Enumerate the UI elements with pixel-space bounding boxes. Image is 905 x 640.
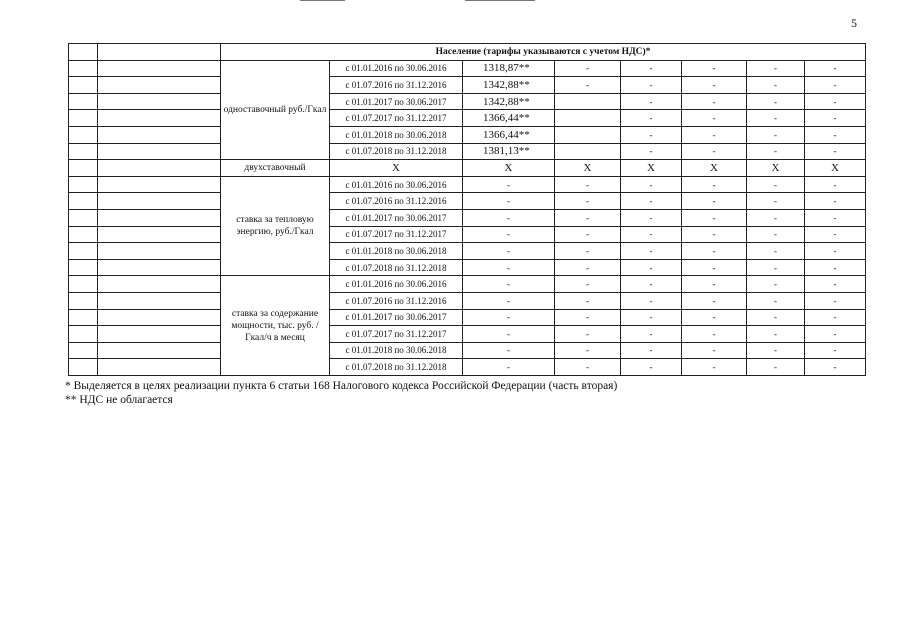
dash-cell: -	[682, 143, 747, 160]
dash-cell: -	[747, 77, 805, 94]
period-cell: с 01.07.2018 по 31.12.2018	[330, 259, 463, 276]
empty-cell	[98, 126, 221, 143]
table-row	[69, 276, 866, 293]
x-cell: Х	[621, 160, 682, 177]
table-row	[69, 143, 866, 160]
dash-cell: -	[747, 326, 805, 343]
period-cell: с 01.01.2016 по 30.06.2016	[330, 60, 463, 77]
empty-cell	[98, 77, 221, 94]
empty-cell	[555, 93, 621, 110]
dash-cell: -	[463, 276, 555, 293]
empty-cell	[98, 143, 221, 160]
dash-cell: -	[805, 243, 866, 260]
x-cell: Х	[805, 160, 866, 177]
table-row	[69, 243, 866, 260]
dash-cell: -	[747, 143, 805, 160]
dash-cell: -	[555, 309, 621, 326]
dash-cell: -	[805, 93, 866, 110]
table-row	[69, 259, 866, 276]
tariff-table	[68, 43, 866, 376]
dash-cell: -	[682, 259, 747, 276]
dash-cell: -	[555, 193, 621, 210]
dash-cell: -	[682, 209, 747, 226]
dash-cell: -	[463, 309, 555, 326]
dash-cell: -	[621, 176, 682, 193]
dash-cell: -	[682, 193, 747, 210]
empty-cell	[69, 326, 98, 343]
empty-cell	[98, 326, 221, 343]
x-cell: Х	[330, 160, 463, 177]
empty-cell	[69, 359, 98, 376]
empty-cell	[98, 292, 221, 309]
one-rate-label: одноставочный руб./Гкал	[221, 60, 330, 160]
dash-cell: -	[621, 60, 682, 77]
dash-cell: -	[805, 359, 866, 376]
dash-cell: -	[463, 359, 555, 376]
dash-cell: -	[682, 77, 747, 94]
dash-cell: -	[747, 276, 805, 293]
dash-cell: -	[555, 77, 621, 94]
section-header: Население (тарифы указываются с учетом НДС)*	[221, 44, 866, 61]
table-body	[69, 44, 866, 376]
table-row	[69, 110, 866, 127]
dash-cell: -	[747, 243, 805, 260]
period-cell: с 01.01.2018 по 30.06.2018	[330, 126, 463, 143]
dash-cell: -	[555, 342, 621, 359]
empty-cell	[98, 359, 221, 376]
dash-cell: -	[747, 193, 805, 210]
dash-cell: -	[805, 126, 866, 143]
empty-cell	[69, 209, 98, 226]
tariff-value: 1366,44**	[463, 126, 555, 143]
dash-cell: -	[621, 193, 682, 210]
empty-cell	[98, 243, 221, 260]
empty-cell	[98, 44, 221, 61]
dash-cell: -	[747, 126, 805, 143]
dash-cell: -	[747, 209, 805, 226]
dash-cell: -	[805, 77, 866, 94]
dash-cell: -	[682, 292, 747, 309]
dash-cell: -	[747, 110, 805, 127]
period-cell: с 01.07.2018 по 31.12.2018	[330, 143, 463, 160]
dash-cell: -	[805, 326, 866, 343]
tariff-value: 1342,88**	[463, 93, 555, 110]
period-cell: с 01.07.2017 по 31.12.2017	[330, 226, 463, 243]
dash-cell: -	[682, 326, 747, 343]
period-cell: с 01.07.2017 по 31.12.2017	[330, 110, 463, 127]
tariff-value: 1342,88**	[463, 77, 555, 94]
empty-cell	[69, 77, 98, 94]
dash-cell: -	[555, 60, 621, 77]
dash-cell: -	[463, 209, 555, 226]
table-row	[69, 93, 866, 110]
dash-cell: -	[621, 359, 682, 376]
top-rule	[300, 0, 345, 1]
dash-cell: -	[621, 77, 682, 94]
dash-cell: -	[555, 326, 621, 343]
table-row	[69, 176, 866, 193]
empty-cell	[69, 309, 98, 326]
empty-cell	[69, 259, 98, 276]
table-row	[69, 160, 866, 177]
dash-cell: -	[621, 243, 682, 260]
period-cell: с 01.07.2016 по 31.12.2016	[330, 193, 463, 210]
empty-cell	[69, 292, 98, 309]
x-cell: Х	[682, 160, 747, 177]
empty-cell	[69, 160, 98, 177]
dash-cell: -	[805, 276, 866, 293]
dash-cell: -	[555, 243, 621, 260]
dash-cell: -	[682, 276, 747, 293]
dash-cell: -	[747, 226, 805, 243]
period-cell: с 01.01.2017 по 30.06.2017	[330, 93, 463, 110]
top-rule	[465, 0, 535, 1]
x-cell: Х	[747, 160, 805, 177]
thermal-rate-label: ставка за тепловую энергию, руб./Гкал	[221, 176, 330, 276]
dash-cell: -	[621, 226, 682, 243]
dash-cell: -	[555, 276, 621, 293]
table-row	[69, 193, 866, 210]
period-cell: с 01.01.2016 по 30.06.2016	[330, 276, 463, 293]
period-cell: с 01.01.2018 по 30.06.2018	[330, 342, 463, 359]
footnotes	[65, 379, 617, 407]
empty-cell	[69, 342, 98, 359]
dash-cell: -	[555, 292, 621, 309]
empty-cell	[98, 110, 221, 127]
dash-cell: -	[682, 176, 747, 193]
dash-cell: -	[805, 309, 866, 326]
dash-cell: -	[621, 276, 682, 293]
dash-cell: -	[805, 176, 866, 193]
dash-cell: -	[747, 359, 805, 376]
empty-cell	[98, 259, 221, 276]
dash-cell: -	[621, 110, 682, 127]
dash-cell: -	[805, 342, 866, 359]
period-cell: с 01.01.2018 по 30.06.2018	[330, 243, 463, 260]
dash-cell: -	[682, 110, 747, 127]
empty-cell	[69, 126, 98, 143]
capacity-rate-label: ставка за содержание мощности, тыс. руб. /Гкал/ч в месяц	[221, 276, 330, 376]
empty-cell	[69, 193, 98, 210]
dash-cell: -	[747, 292, 805, 309]
dash-cell: -	[682, 309, 747, 326]
dash-cell: -	[805, 143, 866, 160]
table-row	[69, 309, 866, 326]
tariff-value: 1318,87**	[463, 60, 555, 77]
dash-cell: -	[463, 342, 555, 359]
header-row	[69, 44, 866, 61]
empty-cell	[69, 44, 98, 61]
period-cell: с 01.01.2017 по 30.06.2017	[330, 309, 463, 326]
dash-cell: -	[747, 259, 805, 276]
dash-cell: -	[463, 243, 555, 260]
dash-cell: -	[463, 193, 555, 210]
dash-cell: -	[621, 342, 682, 359]
dash-cell: -	[747, 176, 805, 193]
dash-cell: -	[805, 209, 866, 226]
empty-cell	[98, 342, 221, 359]
dash-cell: -	[747, 93, 805, 110]
empty-cell	[98, 193, 221, 210]
dash-cell: -	[621, 143, 682, 160]
empty-cell	[555, 143, 621, 160]
two-rate-label: двухставочный	[221, 160, 330, 177]
table-row	[69, 209, 866, 226]
dash-cell: -	[463, 292, 555, 309]
empty-cell	[98, 276, 221, 293]
dash-cell: -	[682, 93, 747, 110]
empty-cell	[69, 93, 98, 110]
table-row	[69, 126, 866, 143]
table-row	[69, 60, 866, 77]
empty-cell	[69, 226, 98, 243]
dash-cell: -	[682, 243, 747, 260]
x-cell: Х	[463, 160, 555, 177]
dash-cell: -	[747, 342, 805, 359]
dash-cell: -	[682, 359, 747, 376]
empty-cell	[98, 160, 221, 177]
empty-cell	[98, 176, 221, 193]
table-row	[69, 77, 866, 94]
empty-cell	[98, 226, 221, 243]
dash-cell: -	[805, 226, 866, 243]
dash-cell: -	[747, 309, 805, 326]
table-row	[69, 292, 866, 309]
empty-cell	[69, 60, 98, 77]
dash-cell: -	[682, 60, 747, 77]
period-cell: с 01.01.2017 по 30.06.2017	[330, 209, 463, 226]
dash-cell: -	[747, 60, 805, 77]
dash-cell: -	[621, 209, 682, 226]
tariff-value: 1381,13**	[463, 143, 555, 160]
dash-cell: -	[555, 209, 621, 226]
dash-cell: -	[621, 326, 682, 343]
dash-cell: -	[463, 176, 555, 193]
dash-cell: -	[621, 292, 682, 309]
dash-cell: -	[621, 93, 682, 110]
dash-cell: -	[555, 259, 621, 276]
dash-cell: -	[555, 359, 621, 376]
empty-cell	[69, 176, 98, 193]
x-cell: Х	[555, 160, 621, 177]
period-cell: с 01.07.2016 по 31.12.2016	[330, 77, 463, 94]
period-cell: с 01.07.2018 по 31.12.2018	[330, 359, 463, 376]
dash-cell: -	[805, 259, 866, 276]
empty-cell	[98, 209, 221, 226]
empty-cell	[98, 60, 221, 77]
dash-cell: -	[621, 259, 682, 276]
table-row	[69, 342, 866, 359]
table-row	[69, 326, 866, 343]
empty-cell	[69, 110, 98, 127]
dash-cell: -	[621, 309, 682, 326]
empty-cell	[98, 93, 221, 110]
dash-cell: -	[805, 110, 866, 127]
dash-cell: -	[463, 326, 555, 343]
period-cell: с 01.07.2016 по 31.12.2016	[330, 292, 463, 309]
dash-cell: -	[805, 193, 866, 210]
dash-cell: -	[682, 342, 747, 359]
dash-cell: -	[621, 126, 682, 143]
dash-cell: -	[555, 226, 621, 243]
page-number: 5	[851, 16, 857, 30]
footnote-vat-allocation: * Выделяется в целях реализации пункта 6 статьи 168 Налогового кодекса Российской Федерации (часть вторая)	[65, 380, 618, 392]
tariff-value: 1366,44**	[463, 110, 555, 127]
empty-cell	[69, 276, 98, 293]
period-cell: с 01.01.2016 по 30.06.2016	[330, 176, 463, 193]
table-row	[69, 359, 866, 376]
dash-cell: -	[682, 226, 747, 243]
dash-cell: -	[555, 176, 621, 193]
footnote-vat-exempt: ** НДС не облагается	[65, 394, 173, 406]
period-cell: с 01.07.2017 по 31.12.2017	[330, 326, 463, 343]
empty-cell	[69, 243, 98, 260]
empty-cell	[69, 143, 98, 160]
empty-cell	[555, 126, 621, 143]
dash-cell: -	[682, 126, 747, 143]
dash-cell: -	[805, 60, 866, 77]
dash-cell: -	[805, 292, 866, 309]
dash-cell: -	[463, 259, 555, 276]
table-row	[69, 226, 866, 243]
empty-cell	[98, 309, 221, 326]
empty-cell	[555, 110, 621, 127]
dash-cell: -	[463, 226, 555, 243]
